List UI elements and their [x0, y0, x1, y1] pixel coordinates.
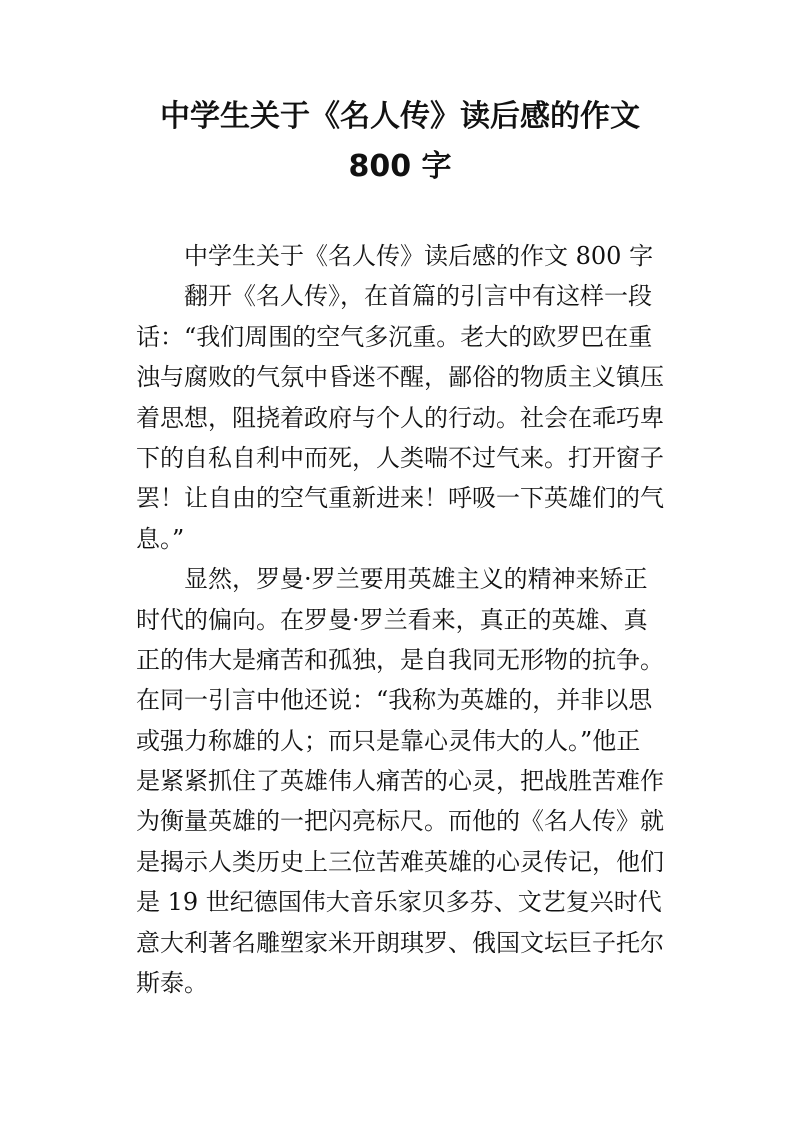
paragraph-3-line-3: 正的伟大是痛苦和孤独，是自我同无形物的抗争。: [136, 645, 664, 674]
paragraph-1-line-1: 中学生关于《名人传》读后感的作文 800 字: [184, 242, 654, 270]
paragraph-2-line-6: 罢！让自由的空气重新进来！呼吸一下英雄们的气: [136, 484, 664, 513]
paragraph-2-line-7: 息。”: [136, 524, 185, 553]
paragraph-2-line-3: 浊与腐败的气氛中昏迷不醒，鄙俗的物质主义镇压: [136, 363, 664, 392]
paragraph-3-line-4: 在同一引言中他还说：“我称为英雄的，并非以思: [136, 686, 653, 715]
paragraph-3-line-5: 或强力称雄的人；而只是靠心灵伟大的人。”他正: [136, 726, 641, 755]
paragraph-2-line-1: 翻开《名人传》，在首篇的引言中有这样一段: [184, 282, 652, 311]
paragraph-3-line-8: 是揭示人类历史上三位苦难英雄的心灵传记，他们: [136, 847, 664, 876]
paragraph-3-line-1: 显然，罗曼·罗兰要用英雄主义的精神来矫正: [184, 565, 648, 594]
paragraph-3-line-6: 是紧紧抓住了英雄伟人痛苦的心灵，把战胜苦难作: [136, 767, 664, 796]
document-title-line-2: 800 字: [348, 149, 452, 184]
document-title-line-1: 中学生关于《名人传》读后感的作文: [160, 99, 640, 134]
paragraph-2-line-4: 着思想，阻挠着政府与个人的行动。社会在乖巧卑: [136, 403, 664, 432]
paragraph-3-line-7: 为衡量英雄的一把闪亮标尺。而他的《名人传》就: [136, 807, 664, 836]
document-title: [100, 92, 700, 192]
paragraph-3-line-11: 斯泰。: [136, 969, 208, 998]
paragraph-2-line-5: 下的自私自利中而死，人类喘不过气来。打开窗子: [136, 443, 664, 472]
document-body: [136, 236, 676, 1003]
paragraph-3-line-10: 意大利著名雕塑家米开朗琪罗、俄国文坛巨子托尔: [136, 928, 664, 957]
paragraph-3-line-2: 时代的偏向。在罗曼·罗兰看来，真正的英雄、真: [136, 605, 648, 634]
paragraph-3-line-9: 是 19 世纪德国伟大音乐家贝多芬、文艺复兴时代: [136, 888, 662, 917]
paragraph-2-line-2: 话：“我们周围的空气多沉重。老大的欧罗巴在重: [136, 322, 653, 351]
